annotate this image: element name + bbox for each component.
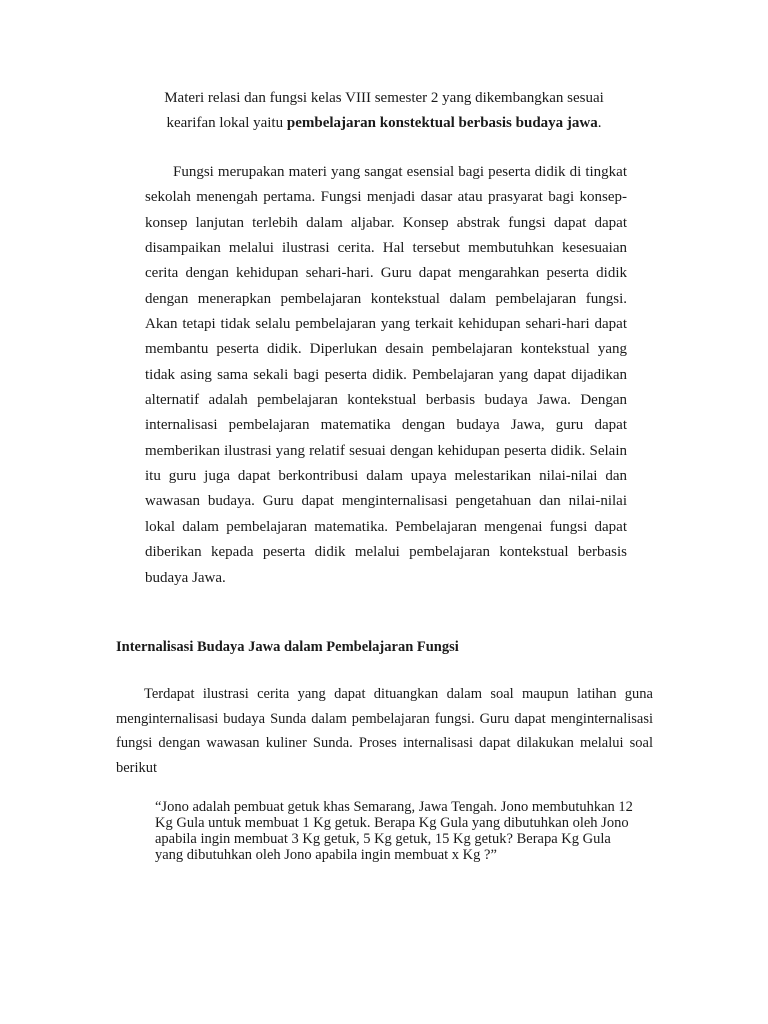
section-heading: Internalisasi Budaya Jawa dalam Pembelajaran Fungsi [116, 639, 459, 655]
paragraph-internalisasi: Terdapat ilustrasi cerita yang dapat dituangkan dalam soal maupun latihan guna menginternalisasi budaya Sunda dalam pembelajaran fungsi. Guru dapat menginternalisasi fungsi dengan wawasan kuliner Sunda. Proses internalisasi dapat dilakukan melalui soal berikut [116, 686, 653, 776]
quote-problem: “Jono adalah pembuat getuk khas Semarang, Jawa Tengah. Jono membutuhkan 12 Kg Gula untuk membuat 1 Kg getuk. Berapa Kg Gula yang dibutuhkan oleh Jono apabila ingin membuat 3 Kg getuk, 5 Kg getuk, 15 Kg getuk? Berapa Kg Gula yang dibutuhkan oleh Jono apabila ingin membuat x Kg ?” [155, 799, 633, 863]
intro-line-1: Materi relasi dan fungsi kelas VIII semester 2 yang dikembangkan sesuai [164, 90, 604, 106]
paragraph-fungsi: Fungsi merupakan materi yang sangat esensial bagi peserta didik di tingkat sekolah menengah pertama. Fungsi menjadi dasar atau prasyarat bagi konsep-konsep lanjutan terlebih dalam aljabar. Konsep abstrak fungsi dapat dapat disampaikan melalui ilustrasi cerita. Hal tersebut membutuhkan kesesuaian cerita dengan kehidupan sehari-hari. Guru dapat mengarahkan peserta didik dengan menerapkan pembelajaran kontekstual dalam pembelajaran fungsi. Akan tetapi tidak selalu pembelajaran yang terkait kehidupan sehari-hari dapat membantu peserta didik. Diperlukan desain pembelajaran kontekstual yang tidak asing sama sekali bagi peserta didik. Pembelajaran yang dapat dijadikan alternatif adalah pembelajaran kontekstual berbasis budaya Jawa. Dengan internalisasi pembelajaran matematika dengan budaya Jawa, guru dapat memberikan ilustrasi yang relatif sesuai dengan kehidupan peserta didik. Selain itu guru juga dapat berkontribusi dalam upaya melestarikan nilai-nilai dan wawasan budaya. Guru dapat menginternalisasi pengetahuan dan nilai-nilai lokal dalam pembelajaran matematika. Pembelajaran mengenai fungsi dapat diberikan kepada peserta didik melalui pembelajaran kontekstual berbasis budaya Jawa. [145, 164, 627, 586]
intro-bold-phrase: pembelajaran konstektual berbasis budaya jawa [286, 115, 598, 131]
intro-text [145, 86, 623, 136]
intro-line-2-suffix: . [597, 115, 602, 131]
intro-line-2-prefix: kearifan lokal yaitu [166, 115, 287, 131]
